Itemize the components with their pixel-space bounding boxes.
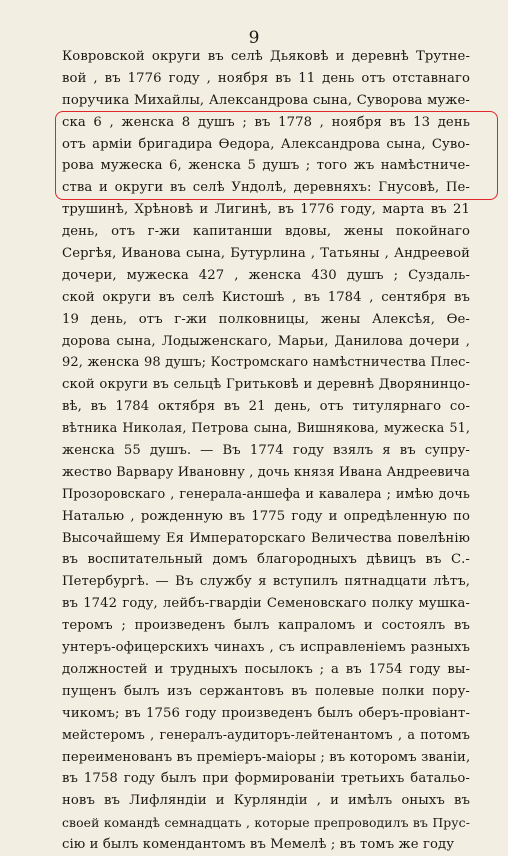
text-line: новъ въ Лифляндіи и Курляндіи , и имѣлъ оныхъ въ [62, 793, 470, 809]
text-line: 92, женска 98 душъ; Костромскаго намѣстничества Плес- [62, 355, 470, 371]
page-number: 9 [248, 28, 260, 48]
text-line: должностей и трудныхъ посылокъ ; а въ 1754 году вы- [62, 661, 470, 677]
text-line: въ воспитательный домъ благородныхъ дѣвицъ въ С.- [62, 552, 470, 568]
text-line: поручика Михайлы, Александрова сына, Суворова муже- [62, 92, 470, 108]
text-line: въ 1742 году, лейбъ-гвардіи Семеновскаго полку мушка- [62, 596, 470, 612]
text-line: вѣ, въ 1784 октября въ 21 день, отъ титулярнаго со- [62, 399, 470, 415]
text-line: 19 день, отъ г-жи полковницы, жены Алексѣя, Ѳе- [62, 311, 470, 327]
text-line: Петербургѣ. — Въ службу я вступилъ пятнадцати лѣтъ, [62, 574, 470, 590]
text-line: жество Варвару Ивановну , дочь князя Ивана Андреевича [62, 464, 470, 480]
text-line: Ковровской округи въ селѣ Дьяковѣ и деревнѣ Трутне- [62, 49, 470, 64]
text-line: Прозоровскаго , генерала-аншефа и кавалера ; имѣю дочь [62, 486, 470, 502]
text-line: унтеръ-офицерскихъ чинахъ , съ исправленіемъ разныхъ [62, 640, 470, 656]
text-line: вой , въ 1776 году , ноября въ 11 день отъ отставнаго [62, 70, 470, 86]
text-line: рова мужеска 6, женска 5 душъ ; того жъ намѣстниче- [62, 158, 470, 174]
text-line: ска 6 , женска 8 душъ ; въ 1778 , ноября въ 13 день [62, 114, 470, 130]
text-line: ства и округи въ селѣ Ундолѣ, деревняхъ: Гнусовѣ, Пе- [62, 180, 470, 196]
text-line: пущенъ былъ изъ сержантовъ въ полевые полки пору- [62, 683, 470, 699]
text-line: ской округи въ селѣ Кистошѣ , въ 1784 , сентября въ [62, 289, 470, 305]
text-line: въ 1758 году былъ при формированіи третьихъ батальо- [62, 771, 470, 787]
text-line: сію и былъ комендантомъ въ Мемелѣ ; въ томъ же году [62, 837, 455, 853]
text-line: день, отъ г-жи капитанши вдовы, жены покойнаго [62, 224, 470, 240]
text-line: теромъ ; произведенъ былъ капраломъ и состоялъ въ [62, 618, 470, 634]
text-line: дочери, мужеска 427 , женска 430 душъ ; Суздаль- [62, 267, 470, 283]
text-line: переименованъ въ преміеръ-маіоры ; въ которомъ званіи, [62, 749, 471, 765]
text-line: женска 55 душъ. — Въ 1774 году взялъ я въ супру- [62, 443, 470, 459]
highlight-box [55, 111, 498, 200]
text-line: своей командѣ семнадцать , которые препроводилъ въ Прус- [62, 815, 470, 831]
text-line: Высочайшему Ея Императорскаго Величества повелѣнію [62, 530, 470, 546]
text-line: вѣтника Николая, Петрова сына, Вишнякова, мужеска 51, [62, 421, 470, 437]
text-line: чикомъ; въ 1756 году произведенъ былъ оберъ-провіант- [62, 705, 470, 721]
text-line: дорова сына, Лодыженскаго, Марьи, Данилова дочери , [62, 333, 470, 349]
text-line: мейстеромъ , генералъ-аудиторъ-лейтенантомъ , а потомъ [62, 727, 470, 743]
text-line: ской округи въ сельцѣ Гритьковѣ и деревнѣ Дворянинцо- [62, 377, 470, 393]
text-line: отъ арміи бригадира Ѳедора, Александрова сына, Суво- [62, 136, 470, 152]
text-line: трушинѣ, Хрѣновѣ и Лигинѣ, въ 1776 году, марта въ 21 [62, 202, 470, 218]
text-line: Сергѣя, Иванова сына, Бутурлина , Татьяны , Андреевой [62, 246, 470, 262]
text-line: Наталью , рожденную въ 1775 году и опредѣленную по [62, 508, 470, 524]
